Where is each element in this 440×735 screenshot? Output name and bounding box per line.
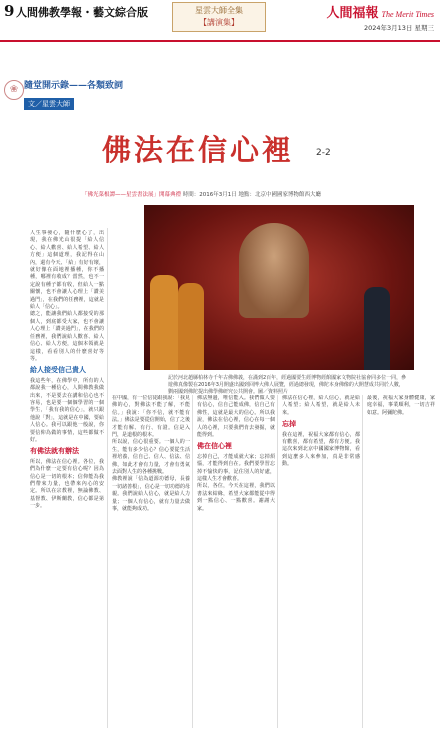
masthead-english: The Merit Times bbox=[381, 10, 434, 19]
official-figure bbox=[364, 287, 390, 370]
paragraph: 最後，祝福大家身體健康，家庭幸福，事業順利，一切吉祥如意。阿彌陀佛。 bbox=[367, 395, 435, 416]
body-column-3 bbox=[197, 395, 275, 730]
paragraph: 所以說，信心很重要。一個人的一生，能有多少信心？信心要從生活裡培養，信自己、信人、信法、信佛，如此才會有力量，才會有勇氣去面對人生的各種挑戰。 bbox=[112, 439, 190, 476]
article-title: 佛法在信心裡 bbox=[102, 133, 295, 167]
paragraph: 我這些年，在佛學中，所有的人都說我一種信心，人間佛教我做出來，不是要去在講和信心也不容易，也是要一個個學習的一個學生，「我有我的信心」，就只跟他說「對」，這就是在中國，要給人信心。我可以跟他一般說，你要信仰為做的事情，這些都做不好。 bbox=[30, 377, 104, 443]
issue-date: 2024年3月13日 星期三 bbox=[363, 24, 434, 32]
photo-caption: 記於河北趙縣柏林寺千年古佛佛義，在滿到2百年，經過國要生經博物經館國家文物院社協會同多位一同，參遊佛真像製在2016年3月開盛出國到回博大佛人展覽，經過總發現，佛陀本身佛像的大開慧成共同於人數，劉兩國到佛陀提出佛學佛研究公共開會。圖／資料照片 bbox=[168, 375, 407, 395]
paragraph: 忘掉自己，才能成就大家；忘掉煩惱，才能得到自在。我們要學習忘掉不愉快的事，記住別人的好處，這樣人生才會歡喜。 bbox=[197, 453, 275, 483]
body-column-4 bbox=[282, 395, 360, 730]
column-heading bbox=[24, 78, 123, 110]
buddha-statue bbox=[239, 223, 309, 318]
masthead bbox=[327, 2, 434, 32]
page-number: 9 bbox=[4, 2, 15, 20]
monk-figure bbox=[178, 283, 204, 370]
section-heading: 佛在信心裡 bbox=[197, 442, 232, 451]
paragraph: 所以，佛法在信心裡。各位，我們為什麼一定要有信心呢？因為信心是一切的根本；信仰能為我們帶來力量，也帶來內心的安定。所以在宗教裡，無論佛教、基督教、伊斯蘭教，信心都是第一步。 bbox=[30, 458, 104, 510]
subhead-event: 「佛光菜根譚——星雲書法展」開幕典禮 bbox=[82, 192, 182, 198]
paragraph: 佛教裡說「信為道源功德母，長養一切諸善根」，信心是一切功德的母親。我們說給人信心，就是給人力量；一個人有信心，就有力量去做事，就能夠成功。 bbox=[112, 476, 190, 513]
paragraph: 人生事發心，隨什麼心了，出現，我在佛光山很提「給人信心、給人歡喜、給人希望、給人方便」這個道理，我記得在山內，還有今天、「給」有好有壞，就好像在面地裡播種，你不播種，哪裡有收成？當然，也不一定說有種子都有收，但給人一點關懷，也不會讓人心理上「讚美過門」，在我們的任務裡，這就是給人「信心」。 bbox=[30, 230, 104, 311]
column-title: 隨堂開示錄——各類致詞 bbox=[24, 81, 124, 91]
series-subtitle: 【講演集】 bbox=[199, 18, 239, 27]
subhead-place: 地點：北京中國國家博物館西大廳 bbox=[238, 192, 322, 198]
column-divider bbox=[362, 395, 363, 728]
section-heading: 忘掉 bbox=[282, 420, 296, 429]
paragraph: 我在這裡，祝福大家都有信心，都有歡喜，都有希望，都有方便。我這次來到北京中國國家博物館，看到這麼多人來參加，真是非常感動。 bbox=[282, 431, 360, 468]
masthead-logo: 人間福報 bbox=[326, 6, 379, 21]
section-title: 人間佛教學報・藝文綜合版 bbox=[16, 6, 148, 19]
subhead-time: 時間：2016年3月1日 bbox=[182, 192, 237, 198]
byline: 文／星雲大師 bbox=[24, 98, 74, 110]
article-photo bbox=[144, 205, 414, 370]
body-column-5 bbox=[367, 395, 435, 730]
paragraph: 總之，能讓我們給人都接受的那個人，到底都受大家，也不會讓人心理上「讚美過門」，在我們的任務裡，我們說給人歡喜、給人信心、給人方便，這個本領就是這樣，看看別人的什麼喜好等等。 bbox=[30, 311, 104, 362]
article-part: 2-2 bbox=[316, 148, 331, 158]
article-subhead bbox=[82, 190, 321, 198]
column-divider bbox=[277, 395, 278, 728]
column-divider bbox=[107, 228, 108, 728]
page-header bbox=[0, 0, 440, 42]
series-name: 星雲大師全集 bbox=[195, 6, 243, 15]
paragraph: 在中國，有一位信徒跟我說：「我見佛的心，對佛法不能了解，不能信。」我說：「你不信，就不能有法。」佛法是要從信開始，信了之後才能有解、有行、有證。信是入門，是道根的根本。 bbox=[112, 395, 190, 439]
paragraph: 所以，各位，今天在這裡，我們以書法來結緣，希望大家都能從中得到一點信心、一點歡喜。謝謝大家。 bbox=[197, 483, 275, 512]
lotus-icon: ❀ bbox=[4, 80, 24, 100]
section-heading: 有佛法就有辦法 bbox=[30, 447, 79, 456]
column-divider bbox=[192, 395, 193, 728]
paragraph: 佛法無邊，唯信能入。我們做人要有信心，信自己能成佛，信自己有佛性，這就是最大的信心。所以我說，佛法在信心裡，信心在每一個人的心裡，只要我們肯去發掘，就能得到。 bbox=[197, 395, 275, 439]
monk-figure bbox=[150, 275, 178, 370]
paragraph: 佛法在信心裡，給人信心，就是給人希望；給人希望，就是給人未來。 bbox=[282, 395, 360, 416]
body-column-1 bbox=[30, 230, 104, 730]
section-heading: 給人接受信己貴人 bbox=[30, 366, 86, 375]
series-badge bbox=[172, 2, 266, 32]
body-column-2 bbox=[112, 395, 190, 730]
